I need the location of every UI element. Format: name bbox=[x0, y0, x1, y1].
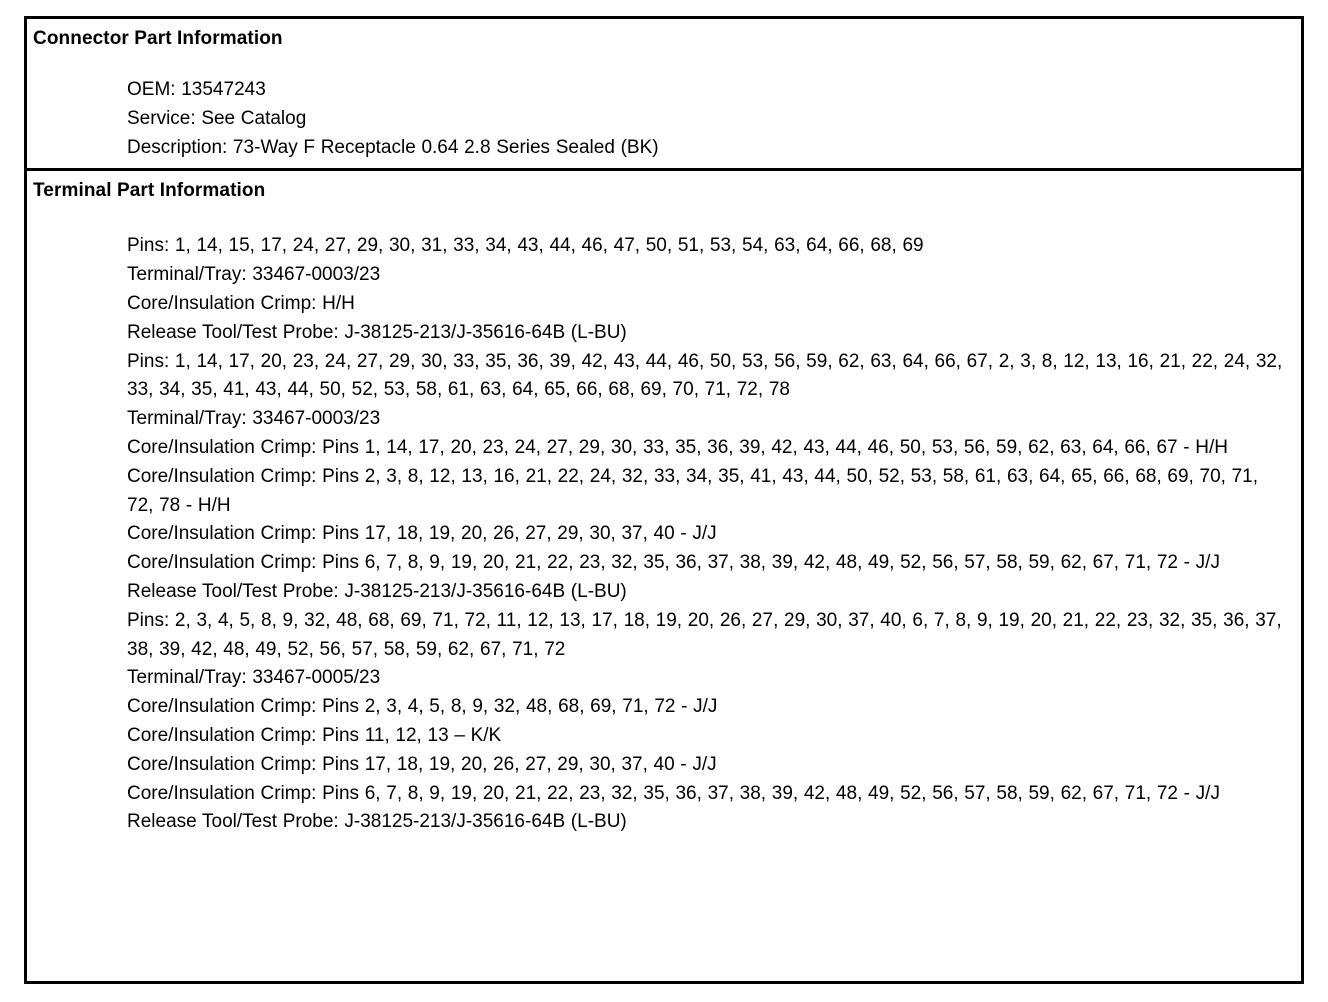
terminal-line-crimp-9: Core/Insulation Crimp: Pins 6, 7, 8, 9, 19, 20, 21, 22, 23, 32, 35, 36, 37, 38, 39, 42, 48, 49, 52, 56, 57, 58, 59, 62, 67, 71, 72 - J/J bbox=[127, 782, 1220, 804]
terminal-line-crimp-3: Core/Insulation Crimp: Pins 2, 3, 8, 12, 13, 16, 21, 22, 24, 32, 33, 34, 35, 41, 43, 44, 50, 52, 53, 58, 61, 63, 64, 65, 66, 68, 69, 70, 71, 72, 78 - H/H bbox=[127, 465, 1259, 516]
terminal-section-body bbox=[27, 202, 1301, 845]
terminal-line-tray-3: Terminal/Tray: 33467-0005/23 bbox=[127, 667, 381, 689]
connector-line-oem: OEM: 13547243 bbox=[127, 79, 266, 100]
terminal-line-tray-2: Terminal/Tray: 33467-0003/23 bbox=[127, 408, 381, 430]
connector-line-description: Description: 73-Way F Receptacle 0.64 2.8 Series Sealed (BK) bbox=[127, 136, 659, 158]
terminal-line-release-tool-3: Release Tool/Test Probe: J-38125-213/J-35616-64B (L-BU) bbox=[127, 811, 627, 833]
terminal-line-release-tool-1: Release Tool/Test Probe: J-38125-213/J-35616-64B (L-BU) bbox=[127, 321, 627, 343]
terminal-part-information-section bbox=[27, 168, 1301, 845]
terminal-line-pins-2: Pins: 1, 14, 17, 20, 23, 24, 27, 29, 30, 33, 35, 36, 39, 42, 43, 44, 46, 50, 53, 56, 59, 62, 63, 64, 66, 67, 2, 3, 8, 12, 13, 16, 21, 22, 24, 32, 33, 34, 35, 41, 43, 44, 50, 52, 53, 58, 61, 63, 64, 65, 66, 68, 69, 70, 71, 72, 78 bbox=[127, 350, 1283, 401]
terminal-line-crimp-2: Core/Insulation Crimp: Pins 1, 14, 17, 20, 23, 24, 27, 29, 30, 33, 35, 36, 39, 42, 43, 44, 46, 50, 53, 56, 59, 62, 63, 64, 66, 67 - H/H bbox=[127, 436, 1228, 458]
terminal-line-crimp-4: Core/Insulation Crimp: Pins 17, 18, 19, 20, 26, 27, 29, 30, 37, 40 - J/J bbox=[127, 523, 717, 545]
terminal-line-pins-1: Pins: 1, 14, 15, 17, 24, 27, 29, 30, 31, 33, 34, 43, 44, 46, 47, 50, 51, 53, 54, 63, 64, 66, 68, 69 bbox=[127, 235, 924, 257]
terminal-line-crimp-5: Core/Insulation Crimp: Pins 6, 7, 8, 9, 19, 20, 21, 22, 23, 32, 35, 36, 37, 38, 39, 42, 48, 49, 52, 56, 57, 58, 59, 62, 67, 71, 72 - J/J bbox=[127, 552, 1220, 574]
connector-line-service: Service: See Catalog bbox=[127, 107, 307, 129]
terminal-line-crimp-8: Core/Insulation Crimp: Pins 17, 18, 19, 20, 26, 27, 29, 30, 37, 40 - J/J bbox=[127, 753, 717, 775]
terminal-line-release-tool-2: Release Tool/Test Probe: J-38125-213/J-35616-64B (L-BU) bbox=[127, 580, 627, 602]
terminal-line-crimp-1: Core/Insulation Crimp: H/H bbox=[127, 292, 355, 314]
terminal-line-crimp-6: Core/Insulation Crimp: Pins 2, 3, 4, 5, 8, 9, 32, 48, 68, 69, 71, 72 - J/J bbox=[127, 696, 718, 718]
terminal-section-title: Terminal Part Information bbox=[33, 180, 266, 202]
connector-part-information-section bbox=[27, 19, 1301, 168]
terminal-line-tray-1: Terminal/Tray: 33467-0003/23 bbox=[127, 264, 381, 286]
connector-section-body bbox=[27, 50, 1301, 168]
terminal-line-pins-3: Pins: 2, 3, 4, 5, 8, 9, 32, 48, 68, 69, 71, 72, 11, 12, 13, 17, 18, 19, 20, 26, 27, 29, 30, 37, 40, 6, 7, 8, 9, 19, 20, 21, 22, 23, 32, 35, 36, 37, 38, 39, 42, 48, 49, 52, 56, 57, 58, 59, 62, 67, 71, 72 bbox=[127, 609, 1282, 660]
document-frame bbox=[24, 16, 1304, 984]
connector-section-title: Connector Part Information bbox=[33, 28, 283, 49]
terminal-line-crimp-7: Core/Insulation Crimp: Pins 11, 12, 13 – K/K bbox=[127, 724, 502, 746]
